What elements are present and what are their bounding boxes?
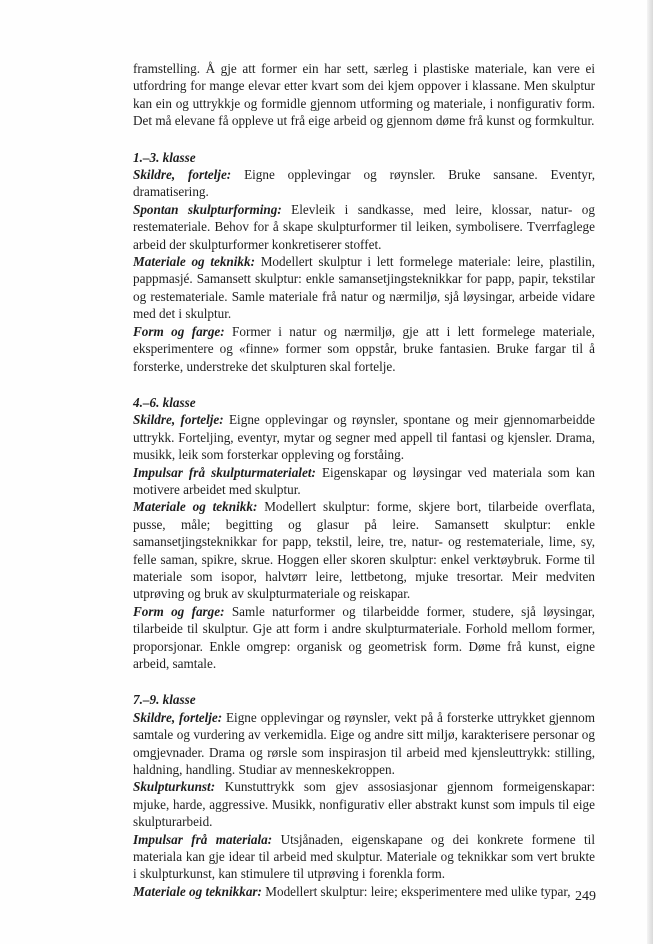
section-heading: 1.–3. klasse bbox=[133, 149, 196, 165]
paragraph-text: Modellert skulptur: forme, skjere bort, tilarbeide overflata, pusse, måle; begitting og glasur på leire. Samansett skulptur: enkle samansetjingsteknikkar for papp, tekstil, leire, tre, natur- og restemateriale, lime, sy, felle saman, spikre, skrue. Hoggen eller skoren skulptur: enkel verktøybruk. Forme til materiale som isopor, halvtørr leire, lettbetong, mjuke tresortar. Meir medviten utprøving og bruk av skulpturmateriale og reiskapar. bbox=[133, 499, 596, 602]
paragraph-lead: Skildre, fortelje: bbox=[133, 412, 224, 428]
section-paragraph bbox=[133, 411, 595, 463]
paragraph-lead: Skulpturkunst: bbox=[133, 779, 216, 795]
section-paragraph bbox=[133, 166, 595, 201]
section-heading: 4.–6. klasse bbox=[133, 394, 196, 410]
section-grade-4-6 bbox=[133, 394, 595, 673]
section-paragraph bbox=[133, 709, 595, 779]
paragraph-lead: Impulsar frå materiala: bbox=[133, 831, 273, 847]
section-grade-1-3 bbox=[133, 149, 595, 375]
paragraph-text: Eigne opplevingar og røynsler. Bruke sansane. Eventyr, dramatisering. bbox=[133, 167, 595, 200]
paragraph-lead: Materiale og teknikkar: bbox=[133, 883, 262, 899]
section-heading: 7.–9. klasse bbox=[133, 692, 196, 708]
paragraph-text: Eigne opplevingar og røynsler, spontane og meir gjennomarbeidde uttrykk. Forteljing, eventyr, mytar og segner med appell til fantasi og kjensler. Drama, musikk, leik som forsterkar oppleving og forståing. bbox=[133, 412, 595, 463]
section-paragraph bbox=[133, 498, 595, 602]
section-paragraph bbox=[133, 464, 595, 499]
body-text bbox=[133, 60, 595, 900]
paragraph-lead: Form og farge: bbox=[133, 323, 225, 339]
paragraph-text: Eigne opplevingar og røynsler, vekt på å forsterke uttrykket gjennom samtale og vurdering av verkemidla. Eige og andre sitt miljø, karakterisere personar og omgjevnader. Drama og rørsle som inspirasjon til arbeid med kjensleuttrykk: stilling, haldning, handling. Studiar av menneskekroppen. bbox=[133, 709, 595, 778]
paragraph-text: Utsjånaden, eigenskapane og dei konkrete formene til materiala kan gje idear til arbeid med skulptur. Materiale og teknikkar som vert brukte i skulpturkunst, kan stimulere til utprøving i forenkla form. bbox=[133, 831, 595, 882]
paragraph-text: Modellert skulptur i lett formelege materiale: leire, plastilin, pappmasjé. Samansett skulptur: enkle samansetjingsteknikkar for papp, papir, tekstilar og restemateriale. Samle materiale frå natur og nærmiljø, sjå løysingar, arbeide vidare med det i skulptur. bbox=[133, 254, 595, 322]
paragraph-text: Kunstuttrykk som gjev assosiasjonar gjennom formeigenskapar: mjuke, harde, aggressive. Musikk, nonfigurativ eller abstrakt kunst som impuls til eige skulpturarbeid. bbox=[133, 779, 595, 830]
section-paragraph bbox=[133, 603, 595, 673]
section-paragraph bbox=[133, 253, 595, 323]
paragraph-text: Eigenskapar og løysingar ved materiala som kan motivere arbeidet med skulptur. bbox=[133, 464, 595, 497]
paragraph-lead: Materiale og teknikk: bbox=[133, 254, 256, 270]
paragraph-lead: Spontan skulpturforming: bbox=[133, 201, 282, 217]
page-number: 249 bbox=[575, 889, 596, 904]
section-paragraph bbox=[133, 831, 595, 883]
paragraph-lead: Impulsar frå skulpturmaterialet: bbox=[133, 464, 316, 480]
section-paragraph bbox=[133, 778, 595, 830]
section-grade-7-9 bbox=[133, 691, 595, 900]
paragraph-text: Former i natur og nærmiljø, gje att i lett formelege materiale, eksperimentere og «finne» former som oppstår, bruke fantasien. Bruke fargar til å forsterke, understreke det skulpturen skal fortelje. bbox=[133, 323, 595, 374]
paragraph-lead: Skildre, fortelje: bbox=[133, 709, 223, 725]
paragraph-text: Modellert skulptur: leire; eksperimentere med ulike typar, bbox=[261, 883, 571, 899]
paragraph-text: Samle naturformer og tilarbeidde former, studere, sjå løysingar, tilarbeide til skulptur. Gje att form i andre skulpturmateriale. Forhold mellom former, proporsjonar. Enkle omgrep: organisk og geometrisk form. Døme frå kunst, eigne arbeid, samtale. bbox=[133, 603, 595, 671]
paragraph-text: Elevleik i sandkasse, med leire, klossar, natur- og restemateriale. Behov for å skape skulpturformer til leiken, symbolisere. Tverrfaglege arbeid der skulpturformer konkretiserer stoffet. bbox=[133, 201, 595, 252]
page-edge-shadow bbox=[647, 0, 653, 944]
section-paragraph bbox=[133, 883, 595, 900]
paragraph-lead: Form og farge: bbox=[133, 603, 225, 619]
paragraph-lead: Materiale og teknikk: bbox=[133, 499, 258, 515]
intro-paragraph: framstelling. Å gje att former ein har sett, særleg i plastiske materiale, kan vere ei utfordring for mange elevar etter kvart som dei kjem oppover i klassane. Men skulptur kan ein og uttrykkje og formidle gjennom utforming og materiale, i nonfigurativ form. Det må elevane få oppleve ut frå eige arbeid og gjennom døme frå kunst og formkultur. bbox=[133, 61, 595, 129]
paragraph-lead: Skildre, fortelje: bbox=[133, 167, 232, 183]
section-paragraph bbox=[133, 201, 595, 253]
section-paragraph bbox=[133, 323, 595, 375]
